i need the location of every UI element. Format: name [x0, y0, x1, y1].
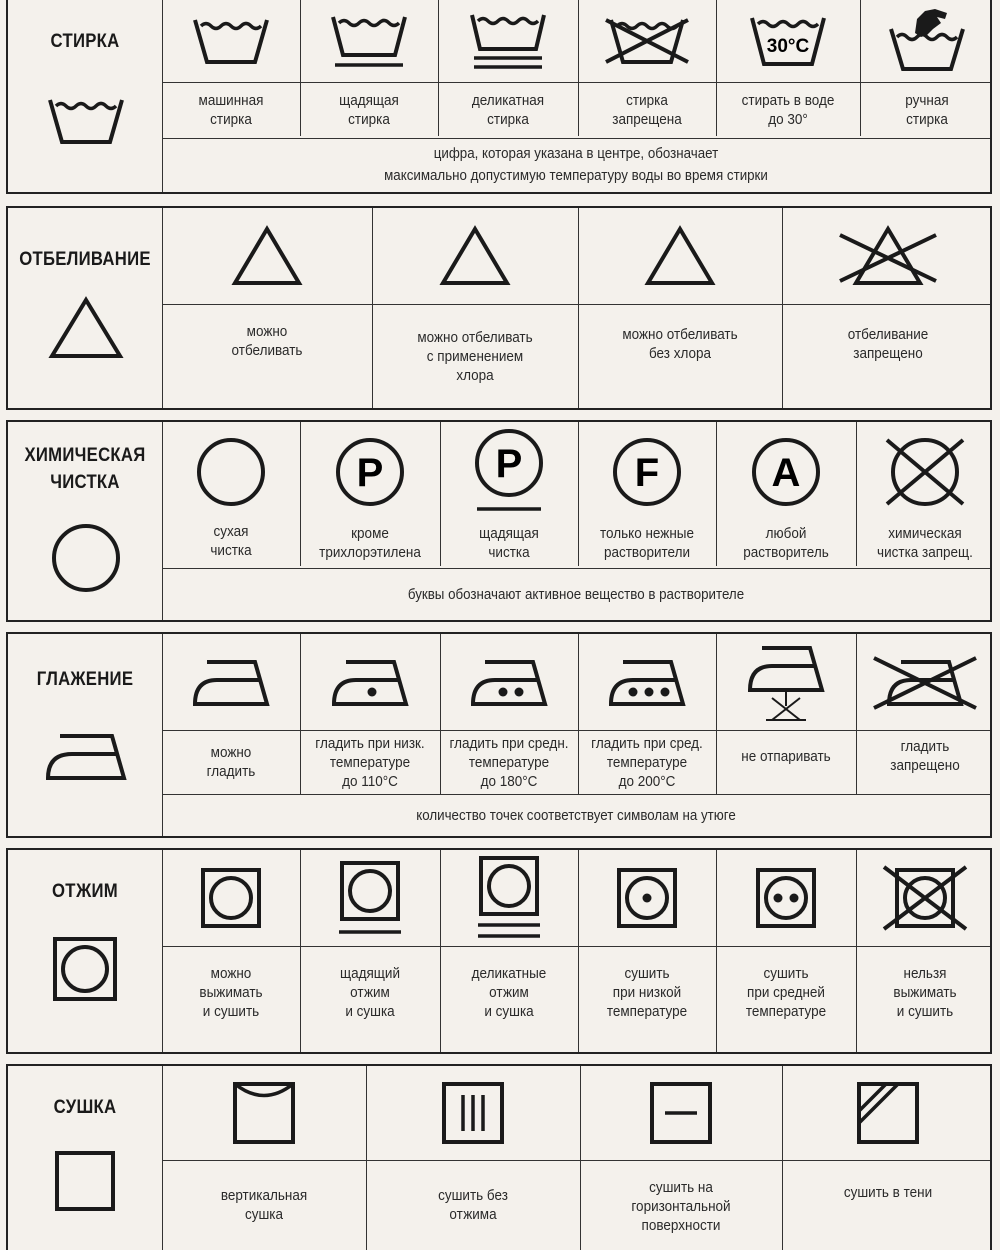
dryclean-label-2: кроме трихлорэтилена	[319, 525, 421, 561]
tumble-low-icon	[578, 850, 716, 946]
tumble-icon	[52, 936, 118, 1007]
iron-no-steam-icon	[716, 634, 856, 730]
triangle-crossed-icon	[782, 208, 994, 304]
section-bleaching	[6, 206, 992, 410]
section-title: ОТБЕЛИВАНИЕ	[19, 249, 151, 270]
dry-label-3: сушить на горизонтальной поверхности	[631, 1178, 731, 1234]
bleach-label-1: можно отбеливать	[231, 323, 303, 359]
wash-forbidden-icon	[578, 0, 716, 82]
iron-icon	[44, 730, 128, 787]
solvent-letter: F	[634, 451, 660, 495]
triangle-icon	[162, 208, 372, 304]
triangle-icon	[578, 208, 782, 304]
dry-label-1: вертикальная сушка	[220, 1187, 308, 1223]
wash-label-5: стирать в воде до 30°	[741, 92, 835, 128]
bleach-label-3: можно отбеливать без хлора	[622, 326, 738, 362]
section-drying	[6, 1064, 992, 1250]
wash-machine-icon	[162, 0, 300, 82]
section-ironing	[6, 632, 992, 838]
dryclean-note: буквы обозначают активное вещество в растворителе	[407, 587, 745, 603]
wash-delicate-icon	[438, 0, 578, 82]
circle-a-icon	[716, 428, 856, 516]
iron-1-dot-icon	[300, 634, 440, 730]
iron-note: количество точек соответствует символам на утюге	[416, 808, 736, 824]
shade-dry-icon	[782, 1066, 994, 1160]
wash-label-1: машинная стирка	[198, 92, 264, 128]
spin-label-6: нельзя выжимать и сушить	[893, 964, 957, 1020]
section-spinning	[6, 848, 992, 1054]
iron-label-4: гладить при сред. температуре до 200°С	[591, 734, 703, 790]
iron-2-dots-icon	[440, 634, 578, 730]
dryclean-label-4: только нежные растворители	[600, 525, 694, 561]
section-title: ОТЖИМ	[51, 881, 118, 902]
dryclean-label-5: любой растворитель	[743, 525, 829, 561]
section-title: ХИМИЧЕСКАЯ ЧИСТКА	[24, 445, 146, 493]
dry-label-2: сушить без отжима	[438, 1187, 508, 1223]
dryclean-label-1: сухая чистка	[210, 523, 252, 559]
tumble-crossed-icon	[856, 850, 994, 946]
wash-tub-icon	[46, 94, 126, 151]
flat-dry-icon	[580, 1066, 782, 1160]
iron-label-6: гладить запрещено	[890, 738, 960, 774]
line-dry-icon	[162, 1066, 366, 1160]
spin-label-5: сушить при средней температуре	[745, 964, 827, 1020]
wash-temp-label: 30°C	[766, 36, 810, 57]
triangle-icon	[372, 208, 578, 304]
solvent-letter: A	[771, 451, 801, 495]
iron-label-3: гладить при средн. температуре до 180°С	[449, 734, 569, 790]
circle-f-icon	[578, 428, 716, 516]
circle-crossed-icon	[856, 428, 994, 516]
circle-p-gentle-icon	[440, 422, 578, 518]
wash-note: цифра, которая указана в центре, обозначает максимально допустимую температуру воды во время стирки	[384, 146, 768, 184]
dryclean-label-6: химическая чистка запрещ.	[877, 525, 973, 561]
section-washing	[6, 0, 992, 194]
dryclean-label-3: щадящая чистка	[479, 525, 539, 561]
triangle-icon	[48, 296, 124, 365]
solvent-letter: P	[356, 451, 384, 495]
tumble-icon	[162, 850, 300, 946]
drip-dry-icon	[366, 1066, 580, 1160]
section-title: СТИРКА	[50, 31, 120, 52]
iron-crossed-icon	[856, 634, 994, 730]
wash-label-3: деликатная стирка	[471, 92, 545, 128]
circle-icon	[162, 428, 300, 516]
bleach-label-2: можно отбеливать с применением хлора	[417, 328, 533, 384]
dry-label-4: сушить в тени	[843, 1183, 933, 1201]
tumble-medium-icon	[716, 850, 856, 946]
solvent-letter: P	[495, 442, 523, 486]
square-icon	[54, 1150, 116, 1217]
wash-gentle-icon	[300, 0, 438, 82]
wash-label-4: стирка запрещена	[612, 92, 682, 128]
iron-label-5: не отпаривать	[741, 747, 831, 765]
iron-3-dots-icon	[578, 634, 716, 730]
circle-icon	[50, 522, 122, 599]
tumble-delicate-icon	[440, 850, 578, 946]
spin-label-3: деликатные отжим и сушка	[471, 964, 547, 1020]
wash-30-icon	[716, 0, 860, 82]
iron-label-1: можно гладить	[206, 744, 256, 780]
wash-label-2: щадящая стирка	[339, 92, 399, 128]
circle-p-icon	[300, 428, 440, 516]
section-title: СУШКА	[53, 1097, 117, 1118]
spin-label-1: можно выжимать и сушить	[199, 964, 263, 1020]
bleach-label-4: отбеливание запрещено	[847, 326, 929, 362]
hand-wash-icon	[860, 0, 994, 82]
section-title: ГЛАЖЕНИЕ	[36, 669, 134, 690]
iron-icon	[162, 634, 300, 730]
spin-label-2: щадящий отжим и сушка	[339, 964, 400, 1020]
section-dry-cleaning	[6, 420, 992, 622]
spin-label-4: сушить при низкой температуре	[606, 964, 688, 1020]
tumble-gentle-icon	[300, 850, 440, 946]
wash-label-6: ручная стирка	[905, 92, 949, 128]
iron-label-2: гладить при низк. температуре до 110°С	[315, 734, 425, 790]
